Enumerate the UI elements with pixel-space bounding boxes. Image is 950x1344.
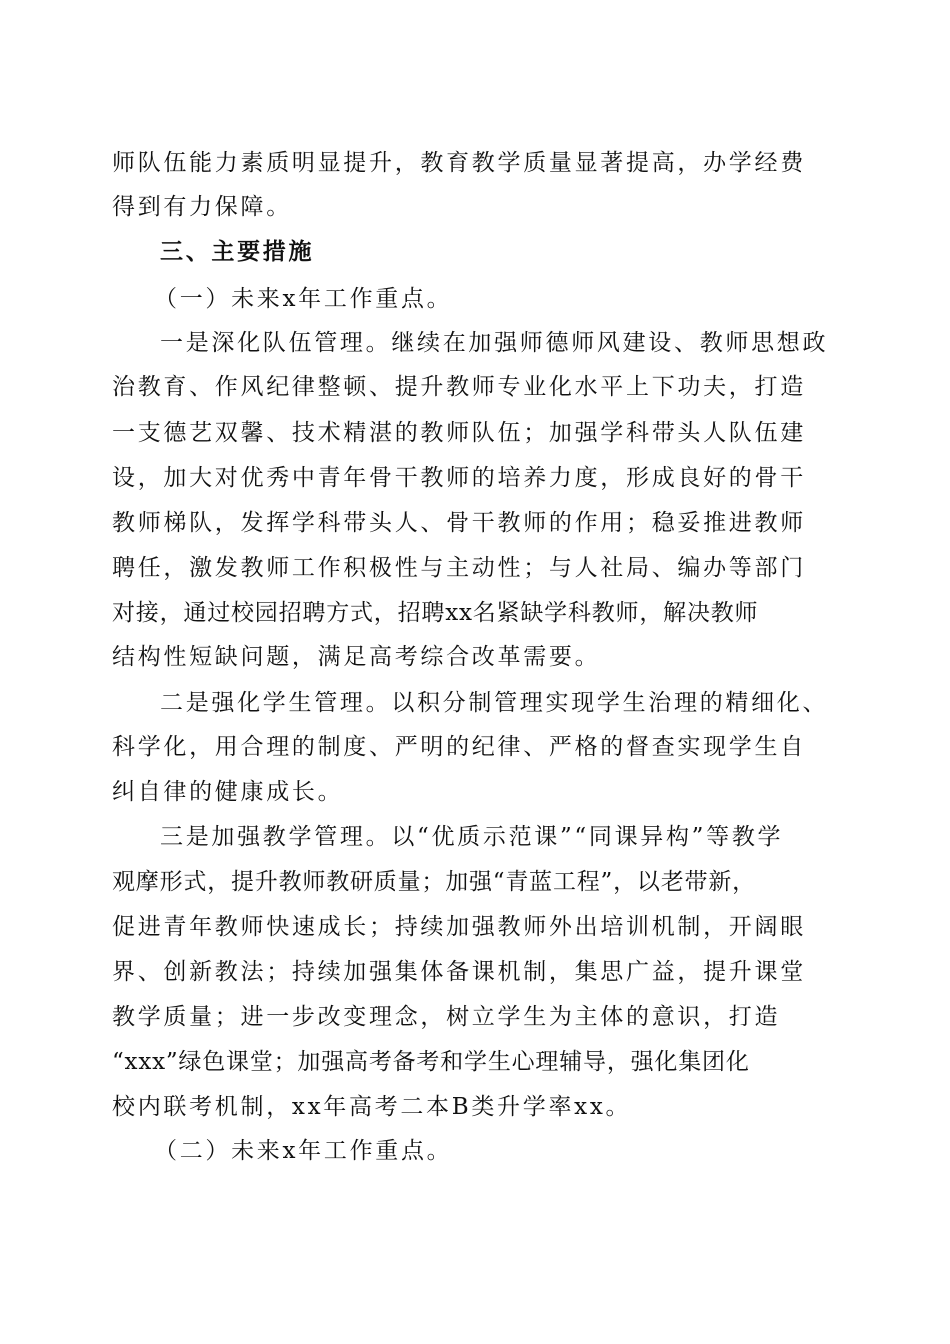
para1-line: 聘任，激发教师工作积极性与主动性；与人社局、编办等部门 bbox=[112, 555, 806, 581]
intro-line-2: 得到有力保障。 bbox=[112, 194, 292, 220]
para2-first-line bbox=[160, 688, 950, 718]
para3-line: 界、创新教法；持续加强集体备课机制，集思广益，提升课堂 bbox=[112, 959, 806, 985]
para1-line: 结构性短缺问题，满足高考综合改革需要。 bbox=[112, 644, 601, 670]
para3-first-rest: 以“优质示范课”“同课异构”等教学 bbox=[391, 824, 784, 850]
subsection-heading-1: （一）未来x年工作重点。 bbox=[154, 286, 453, 312]
para2-first-rest: 以积分制管理实现学生治理的精细化、 bbox=[391, 690, 829, 716]
para1-line: 治教育、作风纪律整顿、提升教师专业化水平上下功夫，打造 bbox=[112, 374, 806, 400]
para1-line: 一支德艺双馨、技术精湛的教师队伍；加强学科带头人队伍建 bbox=[112, 420, 806, 446]
para1-line: 教师梯队，发挥学科带头人、骨干教师的作用；稳妥推进教师 bbox=[112, 510, 806, 536]
para1-line: 对接，通过校园招聘方式，招聘xx名紧缺学科教师，解决教师 bbox=[112, 600, 759, 626]
para1-first-line bbox=[160, 328, 950, 358]
section-heading: 三、主要措施 bbox=[160, 239, 315, 265]
para1-first-rest: 继续在加强师德师风建设、教师思想政 bbox=[391, 330, 829, 356]
para1-lead: 一是深化队伍管理。 bbox=[160, 330, 392, 356]
para2-line: 科学化，用合理的制度、严明的纪律、严格的督查实现学生自 bbox=[112, 734, 806, 760]
subsection-heading-2: （二）未来x年工作重点。 bbox=[154, 1138, 453, 1164]
para3-first-line bbox=[160, 822, 950, 852]
para2-line: 纠自律的健康成长。 bbox=[112, 779, 344, 805]
para3-line: 观摩形式，提升教师教研质量；加强“青蓝工程”，以老带新， bbox=[112, 869, 756, 895]
para3-line: 教学质量；进一步改变理念，树立学生为主体的意识，打造 bbox=[112, 1004, 781, 1030]
para3-line: 校内联考机制，xx年高考二本B类升学率xx。 bbox=[112, 1094, 632, 1120]
para1-line: 设，加大对优秀中青年骨干教师的培养力度，形成良好的骨干 bbox=[112, 465, 806, 491]
para2-lead: 二是强化学生管理。 bbox=[160, 690, 392, 716]
para3-lead: 三是加强教学管理。 bbox=[160, 824, 392, 850]
para3-line: 促进青年教师快速成长；持续加强教师外出培训机制，开阔眼 bbox=[112, 914, 806, 940]
intro-line-1: 师队伍能力素质明显提升，教育教学质量显著提高，办学经费 bbox=[112, 150, 806, 176]
para3-line: “xxx”绿色课堂；加强高考备考和学生心理辅导，强化集团化 bbox=[112, 1049, 750, 1075]
